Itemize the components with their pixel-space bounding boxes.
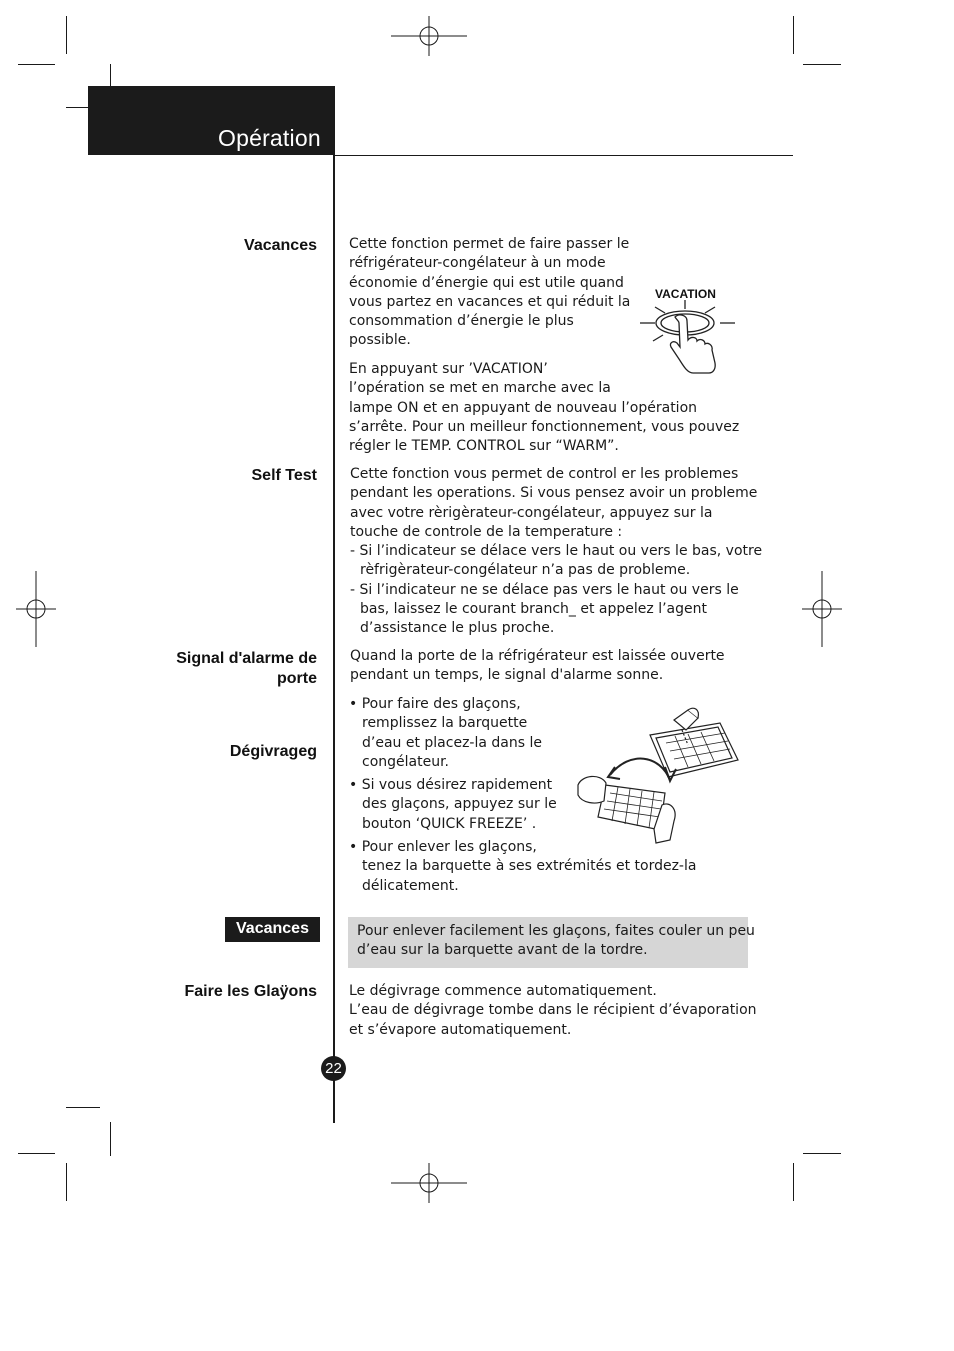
text-line: avec votre rèrigèrateur-congélateur, appuyez sur la bbox=[350, 504, 713, 521]
text-line: pendant les operations. Si vous pensez avoir un probleme bbox=[350, 485, 758, 502]
signal-paragraph bbox=[350, 647, 725, 686]
text-line: délicatement. bbox=[362, 877, 459, 894]
text-line: Quand la porte de la réfrigérateur est laissée ouverte bbox=[350, 648, 725, 664]
text-line: Cette fonction permet de faire passer le bbox=[349, 236, 630, 252]
text-line: remplissez la barquette bbox=[362, 715, 528, 732]
degivrageg-bullet-3 bbox=[349, 838, 696, 896]
vacation-button-hand-icon bbox=[635, 295, 745, 380]
text-line: • Si vous désirez rapidement bbox=[349, 777, 553, 793]
text-line: • Pour faire des glaçons, bbox=[349, 696, 521, 712]
ice-tray-illustration bbox=[570, 705, 750, 845]
text-line: touche de controle de la temperature : bbox=[350, 523, 623, 540]
text-line: régler le TEMP. CONTROL sur “WARM”. bbox=[349, 438, 619, 455]
degivrageg-bullet-2 bbox=[349, 776, 557, 834]
text-line: réfrigérateur-congélateur à un mode bbox=[349, 255, 606, 272]
text-line: s’arrête. Pour un meilleur fonctionnement, vous pouvez bbox=[349, 418, 740, 435]
text-line: Le dégivrage commence automatiquement. bbox=[349, 983, 657, 999]
text-line: lampe ON et en appuyant de nouveau l’opération bbox=[349, 399, 698, 416]
text-line: possible. bbox=[349, 332, 411, 349]
text-line: Pour enlever facilement les glaçons, faites couler un peu bbox=[357, 923, 755, 939]
vacation-button-label: VACATION bbox=[655, 287, 716, 301]
label-box-vacances: Vacances bbox=[225, 917, 320, 942]
label-faire-glacons: Faire les Glaÿons bbox=[184, 983, 317, 1000]
label-line: porte bbox=[277, 670, 317, 687]
text-line: économie d’énergie qui est utile quand bbox=[349, 274, 624, 291]
text-line: pendant un temps, le signal d'alarme sonne. bbox=[350, 667, 664, 684]
text-line: En appuyant sur ’VACATION’ bbox=[349, 361, 548, 377]
text-line: bas, laissez le courant branch_ et appelez l’agent bbox=[360, 601, 707, 618]
label-self-test: Self Test bbox=[251, 467, 317, 484]
text-line: Cette fonction vous permet de control er les problemes bbox=[350, 466, 739, 482]
text-line: • Pour enlever les glaçons, bbox=[349, 839, 537, 855]
self-test-paragraph bbox=[350, 465, 762, 639]
text-line: et s’évapore automatiquement. bbox=[349, 1021, 572, 1038]
text-line: congélateur. bbox=[362, 753, 450, 770]
text-line: des glaçons, appuyez sur le bbox=[362, 796, 557, 813]
faire-glacons-paragraph bbox=[349, 982, 757, 1040]
text-line: vous partez en vacances et qui réduit la bbox=[349, 293, 631, 310]
note-text bbox=[357, 922, 755, 961]
page-title: Opération bbox=[218, 125, 321, 151]
label-vacances: Vacances bbox=[244, 237, 317, 254]
text-line: tenez la barquette à ses extrémités et tordez-la bbox=[362, 858, 697, 875]
label-line: Signal d'alarme de bbox=[176, 650, 317, 667]
text-line: bouton ‘QUICK FREEZE’ . bbox=[362, 815, 537, 832]
vacances-paragraph-1 bbox=[349, 235, 630, 351]
text-line: - Si l’indicateur ne se délace pas vers le haut ou vers le bbox=[350, 581, 739, 598]
text-line: d’eau et placez-la dans le bbox=[362, 734, 542, 751]
text-line: L’eau de dégivrage tombe dans le récipient d’évaporation bbox=[349, 1002, 757, 1019]
text-line: - Si l’indicateur se délace vers le haut ou vers le bas, votre bbox=[350, 543, 763, 560]
page-number: 22 bbox=[321, 1056, 346, 1081]
vertical-divider bbox=[333, 86, 335, 1123]
text-line: d’assistance le plus proche. bbox=[360, 620, 555, 637]
text-line: l’opération se met en marche avec la bbox=[349, 380, 611, 397]
header-rule bbox=[333, 155, 793, 156]
text-line: rèfrigèrateur-congélateur n’a pas de probleme. bbox=[360, 562, 691, 579]
degivrageg-bullet-1 bbox=[349, 695, 542, 772]
text-line: consommation d’énergie le plus bbox=[349, 313, 574, 330]
label-degivrageg: Dégivrageg bbox=[229, 743, 317, 760]
label-signal-alarme bbox=[176, 649, 317, 689]
text-line: d’eau sur la barquette avant de la tordre. bbox=[357, 942, 648, 959]
